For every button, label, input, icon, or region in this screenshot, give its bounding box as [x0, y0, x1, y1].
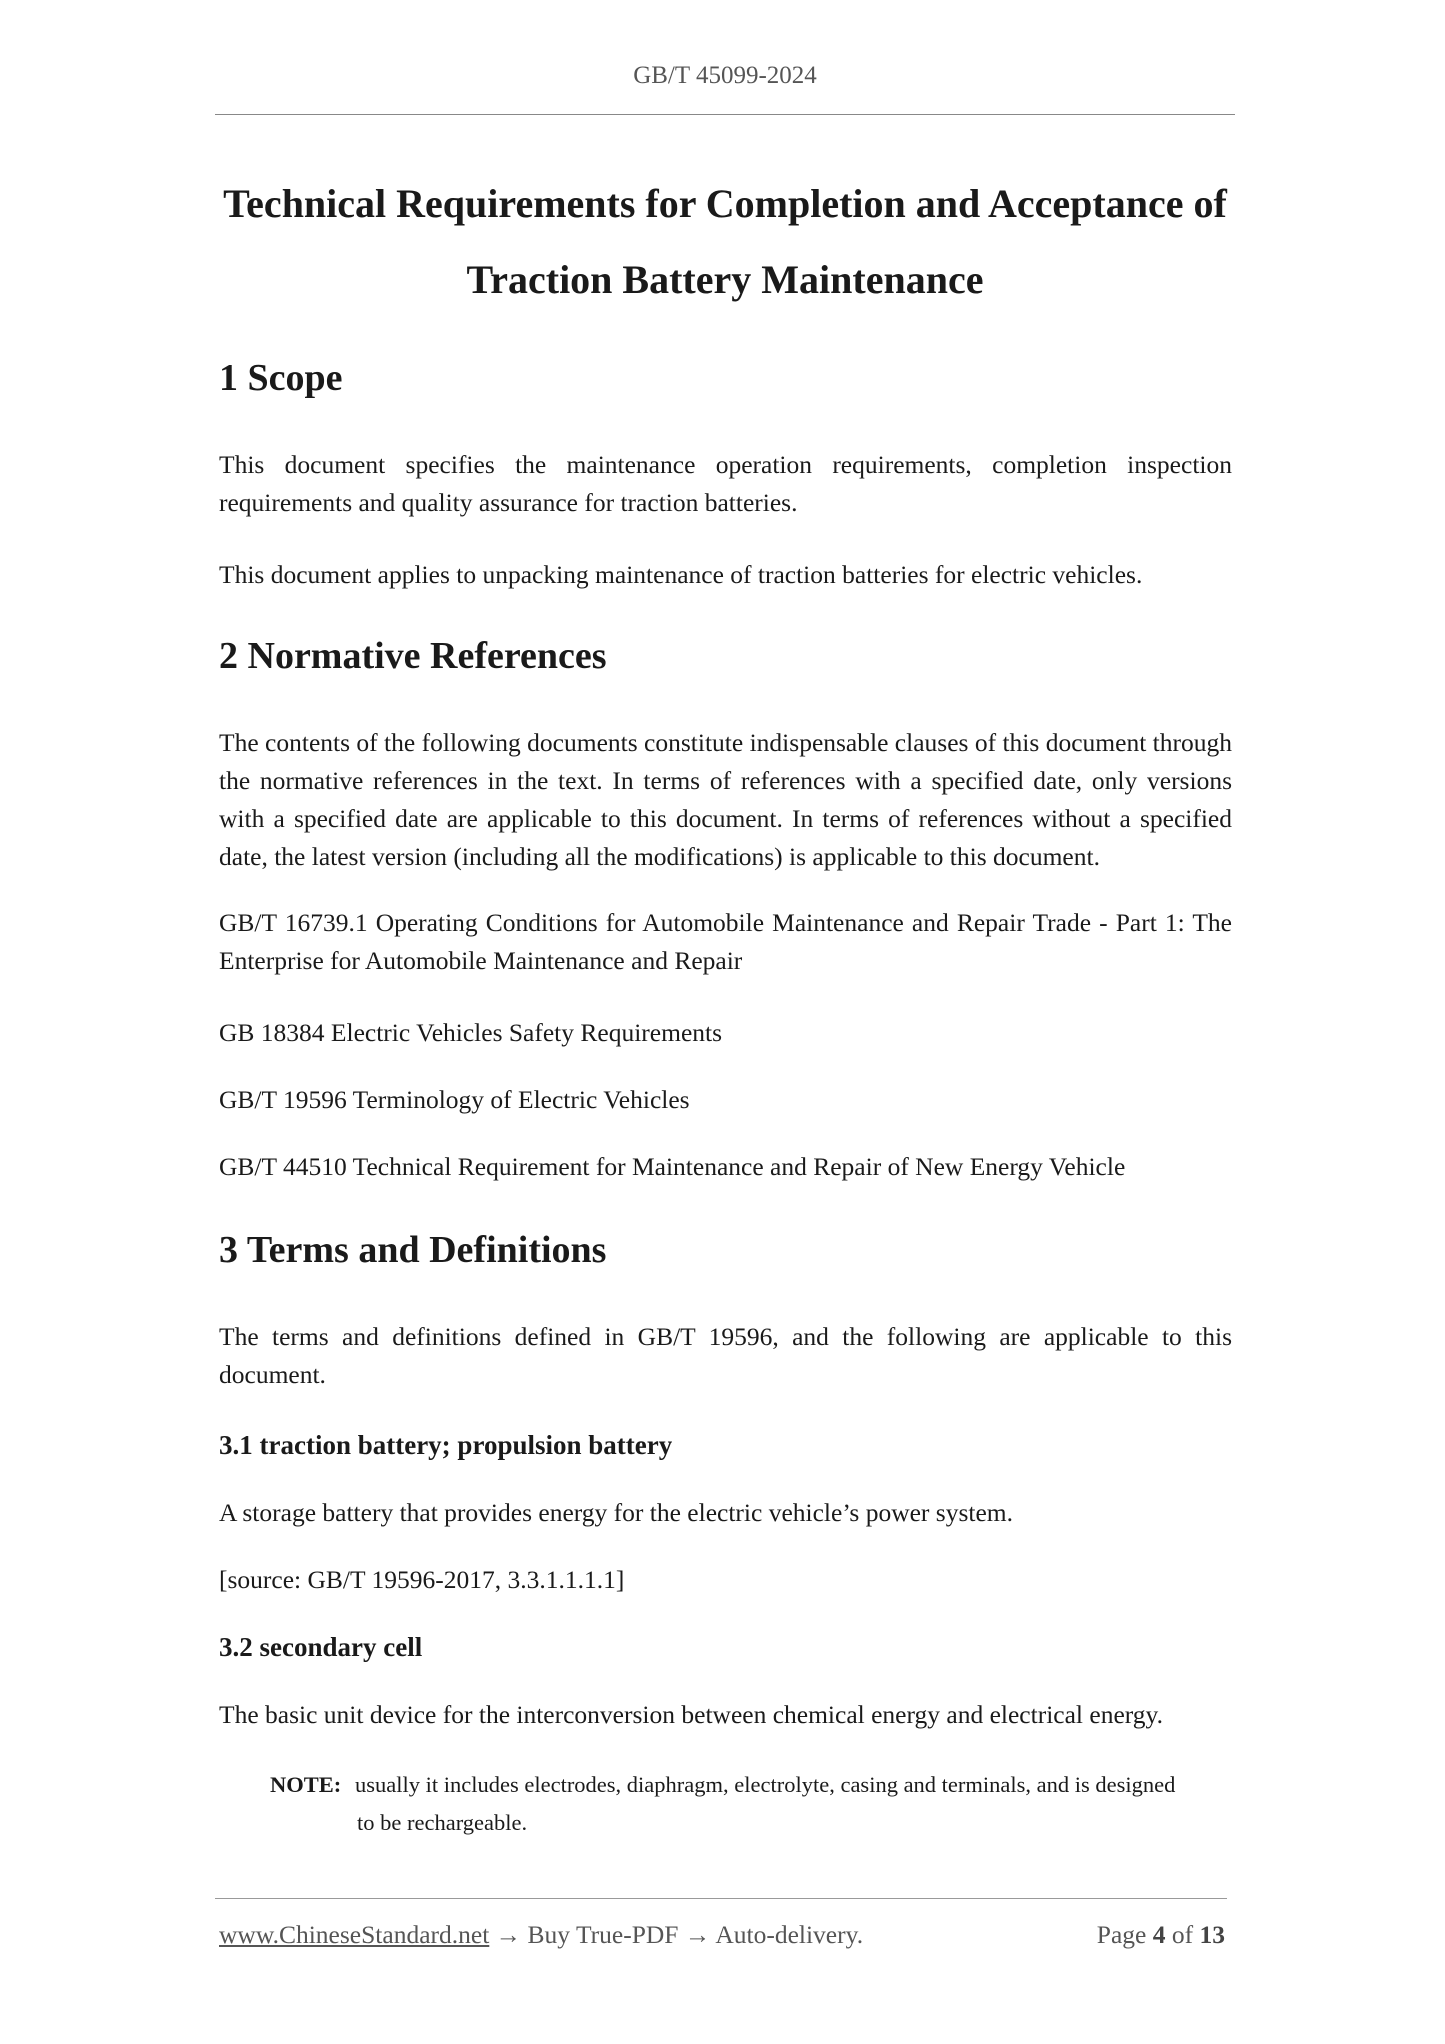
of-word: of — [1171, 1920, 1194, 1949]
section-1-heading: 1 Scope — [219, 357, 343, 399]
term-3-1-source: [source: GB/T 19596-2017, 3.3.1.1.1.1] — [219, 1565, 625, 1594]
section-1-paragraph-1: This document specifies the maintenance operation requirements, completion inspection requirements and quality assurance for traction batteries. — [219, 450, 1232, 517]
reference-item: GB/T 19596 Terminology of Electric Vehicles — [219, 1085, 690, 1114]
page-word: Page — [1096, 1920, 1147, 1949]
site-link[interactable]: www.ChineseStandard.net — [219, 1920, 490, 1949]
section-3-heading: 3 Terms and Definitions — [219, 1229, 607, 1271]
term-3-2-definition: The basic unit device for the interconversion between chemical energy and electrical energy. — [219, 1700, 1164, 1729]
reference-item: GB 18384 Electric Vehicles Safety Requirements — [219, 1018, 723, 1047]
header-divider — [215, 114, 1235, 115]
running-header: GB/T 45099-2024 — [633, 62, 817, 89]
reference-item: GB/T 16739.1 Operating Conditions for Automobile Maintenance and Repair Trade - Part 1: The Enterprise for Automobile Maintenance and Repair — [219, 908, 1232, 975]
term-3-2-heading: 3.2 secondary cell — [219, 1632, 423, 1662]
auto-delivery-text: Auto-delivery. — [715, 1920, 864, 1949]
document-title — [215, 166, 1235, 318]
footer-promo — [219, 1920, 863, 1950]
note-text-line-2: to be rechargeable. — [357, 1810, 528, 1835]
buy-true-pdf-text: Buy True-PDF — [527, 1920, 679, 1949]
document-title-line-2: Traction Battery Maintenance — [466, 257, 984, 302]
note-text-line-1: usually it includes electrodes, diaphragm, electrolyte, casing and terminals, and is designed — [355, 1772, 1176, 1797]
term-3-1-heading: 3.1 traction battery; propulsion battery — [219, 1430, 673, 1460]
arrow-right-icon: → — [495, 1920, 522, 1949]
footer-divider — [215, 1898, 1227, 1899]
term-3-2-note — [270, 1766, 1232, 1835]
page-number — [1097, 1920, 1225, 1950]
section-1-paragraph-2: This document applies to unpacking maintenance of traction batteries for electric vehicles. — [219, 560, 1143, 589]
total-pages: 13 — [1199, 1920, 1225, 1949]
note-label: NOTE: — [270, 1772, 342, 1797]
section-3-intro: The terms and definitions defined in GB/T 19596, and the following are applicable to this document. — [219, 1322, 1232, 1389]
document-title-line-1: Technical Requirements for Completion and Acceptance of — [223, 181, 1227, 226]
section-2-heading: 2 Normative References — [219, 635, 607, 677]
section-2-intro: The contents of the following documents constitute indispensable clauses of this document through the normative references in the text. In terms of references with a specified date, only versions with a specified date are applicable to this document. In terms of references without a specified date, the latest version (including all the modifications) is applicable to this document. — [219, 728, 1232, 871]
current-page: 4 — [1152, 1920, 1166, 1949]
reference-item: GB/T 44510 Technical Requirement for Maintenance and Repair of New Energy Vehicle — [219, 1152, 1126, 1181]
arrow-right-icon: → — [684, 1920, 711, 1949]
term-3-1-definition: A storage battery that provides energy for the electric vehicle’s power system. — [219, 1498, 1014, 1527]
